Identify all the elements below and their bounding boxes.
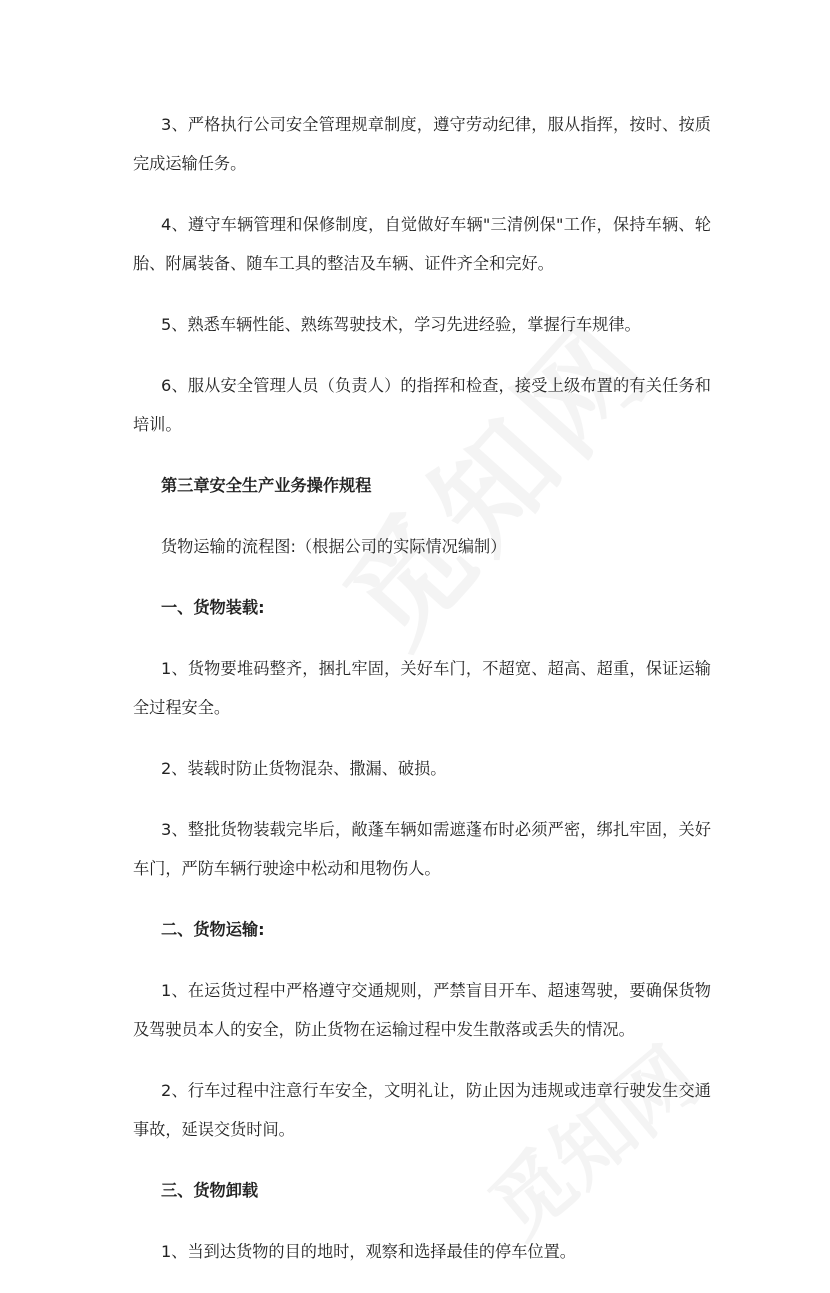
loading-item-2: 2、装载时防止货物混杂、撒漏、破损。 [161, 759, 447, 778]
transport-item-2: 2、行车过程中注意行车安全，文明礼让，防止因为违规或违章行驶发生交通事故，延误交货时间。 [133, 1081, 711, 1139]
unloading-item-1: 1、当到达货物的目的地时，观察和选择最佳的停车位置。 [161, 1242, 576, 1261]
transport-item-1: 1、在运货过程中严格遵守交通规则，严禁盲目开车、超速驾驶，要确保货物及驾驶员本人的安全，防止货物在运输过程中发生散落或丢失的情况。 [133, 981, 711, 1039]
paragraph-5: 5、熟悉车辆性能、熟练驾驶技术，学习先进经验，掌握行车规律。 [161, 315, 641, 334]
paragraph-4: 4、遵守车辆管理和保修制度，自觉做好车辆"三清例保"工作，保持车辆、轮胎、附属装备、随车工具的整洁及车辆、证件齐全和完好。 [133, 215, 711, 273]
section-heading-unloading: 三、货物卸载 [161, 1181, 259, 1200]
document-body [133, 105, 711, 1293]
chapter-heading: 第三章安全生产业务操作规程 [161, 476, 372, 495]
loading-item-3: 3、整批货物装载完毕后，敞蓬车辆如需遮蓬布时必须严密，绑扎牢固，关好车门，严防车辆行驶途中松动和甩物伤人。 [133, 820, 711, 878]
paragraph-3: 3、严格执行公司安全管理规章制度，遵守劳动纪律，服从指挥，按时、按质完成运输任务。 [133, 115, 711, 173]
flowchart-note: 货物运输的流程图:（根据公司的实际情况编制） [161, 537, 507, 556]
paragraph-6: 6、服从安全管理人员（负责人）的指挥和检查，接受上级布置的有关任务和培训。 [133, 376, 711, 434]
section-heading-transport: 二、货物运输: [161, 920, 265, 939]
section-heading-loading: 一、货物装载: [161, 598, 265, 617]
loading-item-1: 1、货物要堆码整齐，捆扎牢固，关好车门，不超宽、超高、超重，保证运输全过程安全。 [133, 659, 711, 717]
